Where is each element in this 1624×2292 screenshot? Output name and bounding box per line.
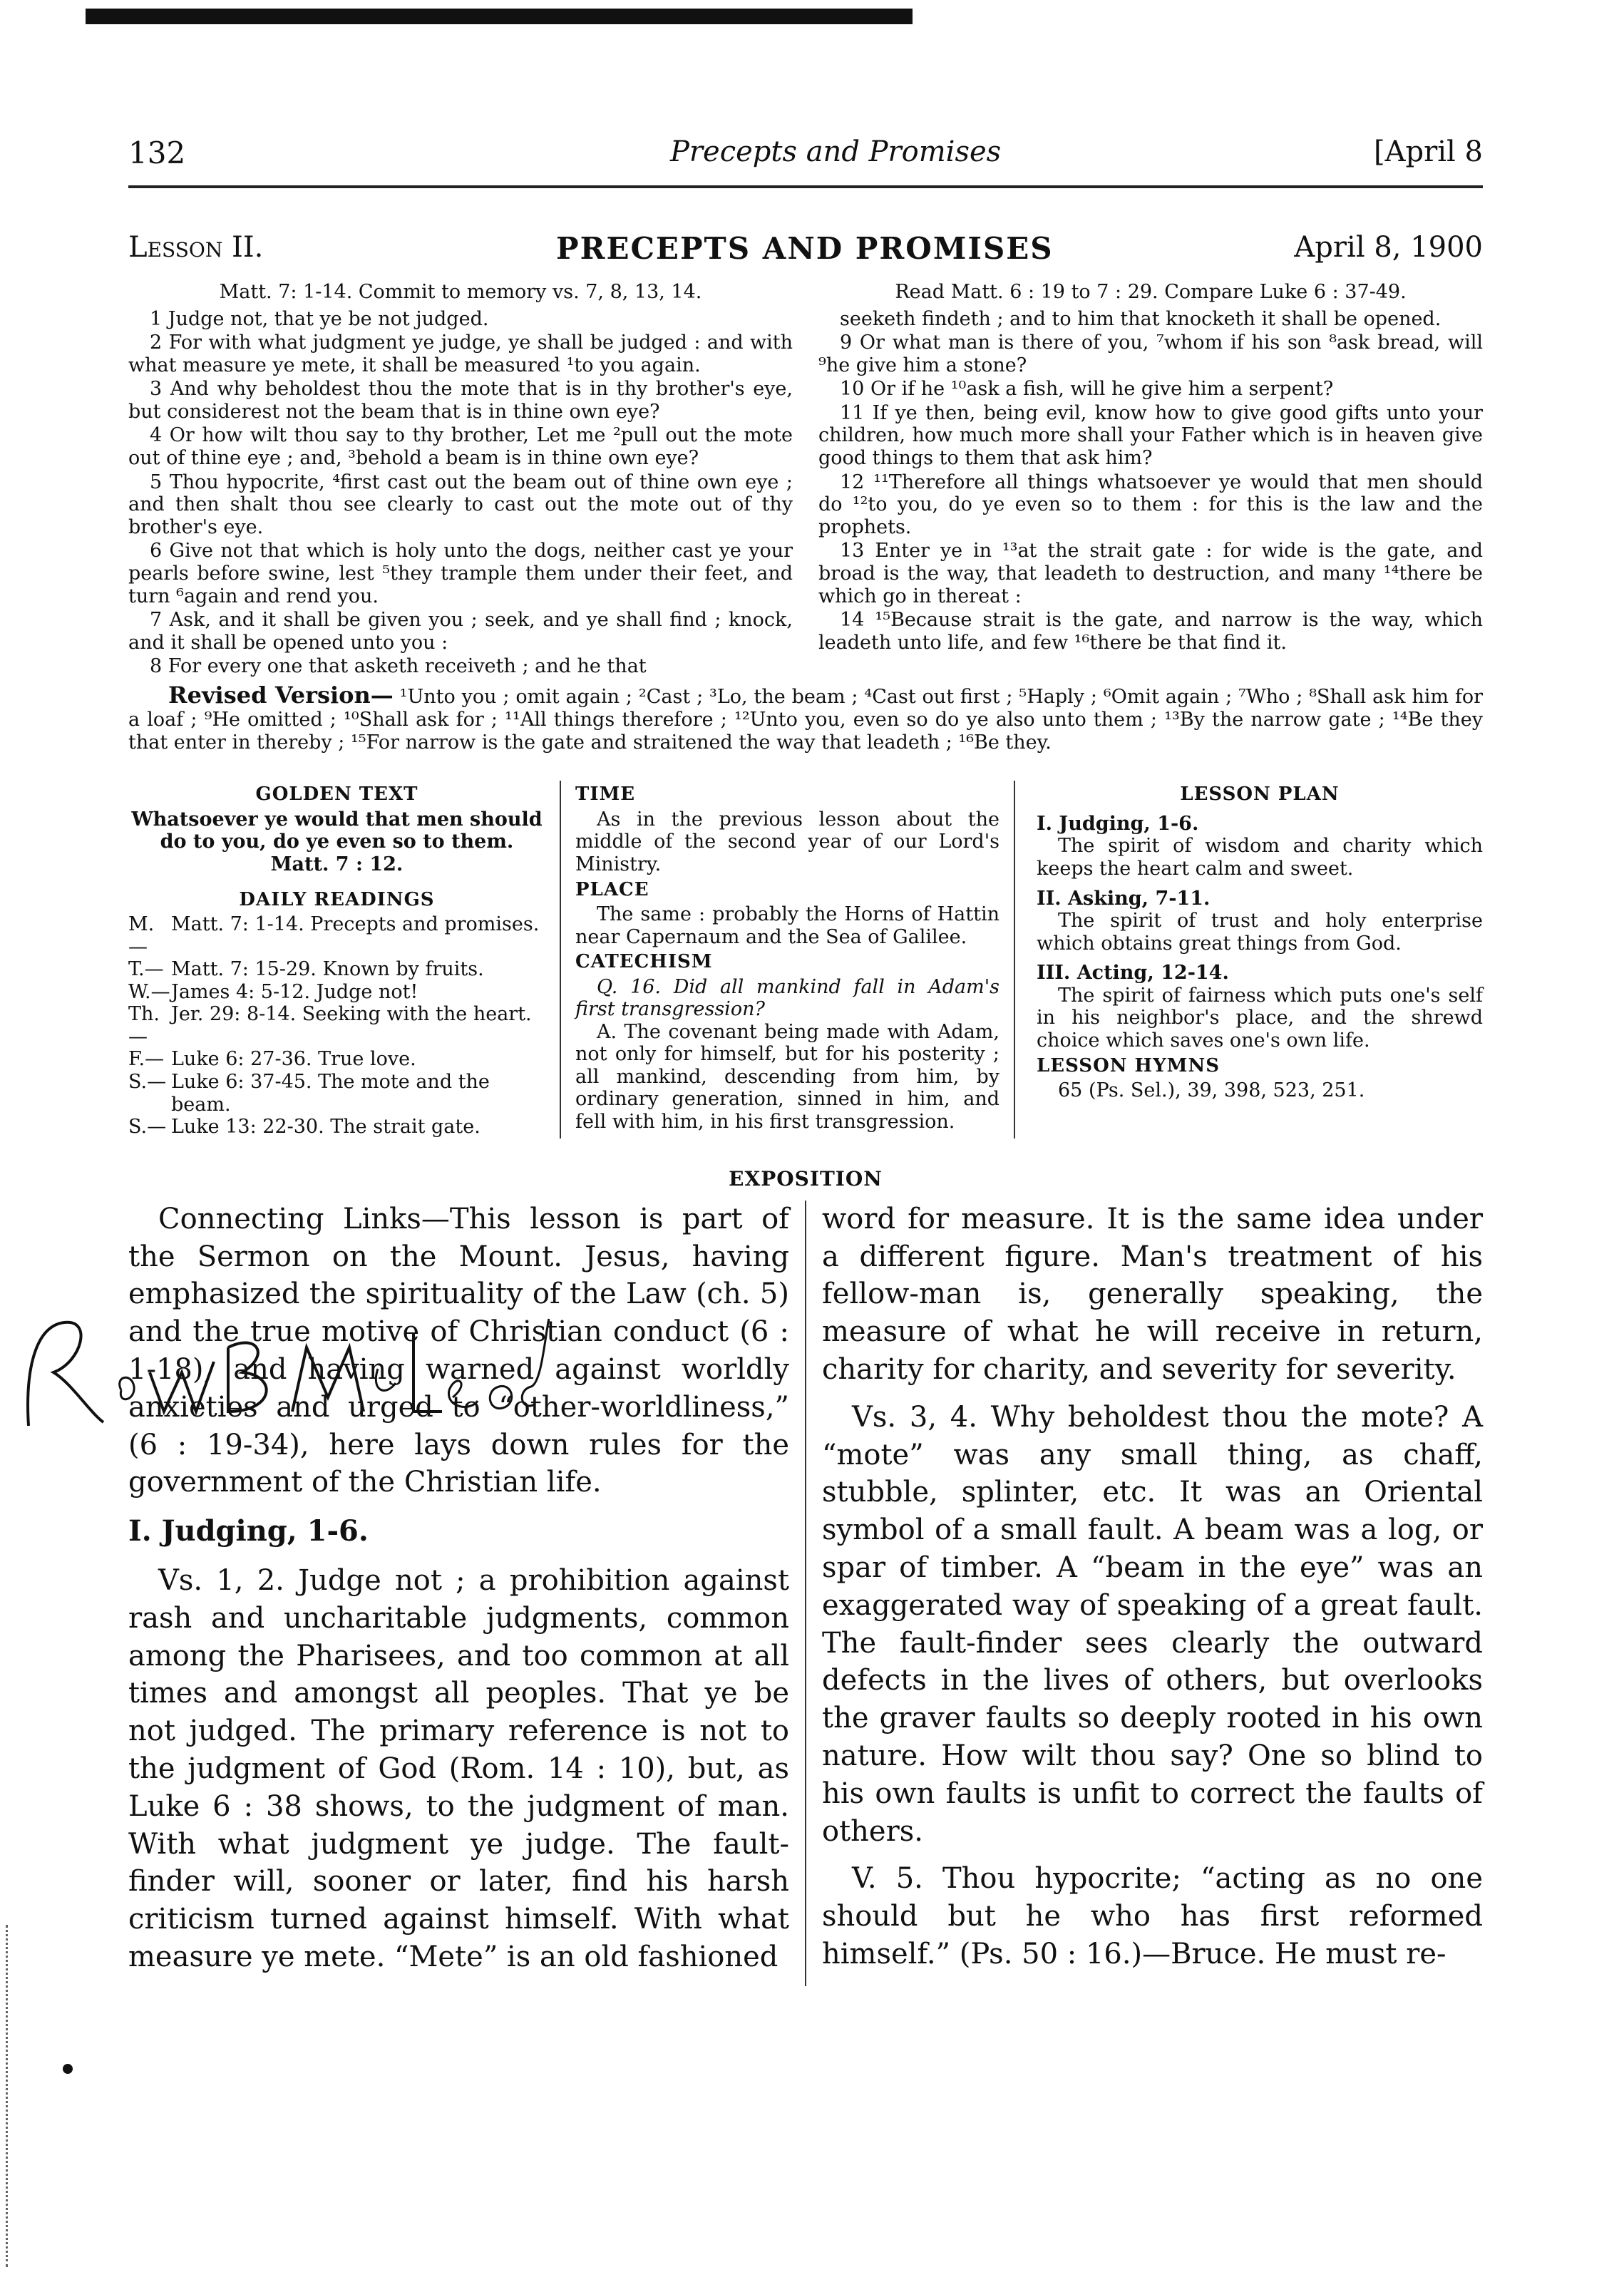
daily-reading [128, 913, 545, 958]
reading-text: Luke 6: 27-36. True love. [171, 1048, 416, 1071]
scan-edge-bar [86, 9, 913, 24]
page [128, 128, 1483, 1986]
reading-day: F.— [128, 1048, 165, 1071]
exposition-paragraph: Connecting Links—This lesson is part of the Sermon on the Mount. Jesus, having emphasized the spirituality of the Law (ch. 5) and the true motive of Christian conduct (6 : 1-18), and having warned against worldly anxieties and urged to “other-worldliness,” (6 : 19-34), here lays down rules for the government of the Christian life. [128, 1202, 789, 1499]
reading-text: Luke 13: 22-30. The strait gate. [171, 1116, 480, 1139]
reading-day: S.— [128, 1116, 167, 1139]
reading-day: M.— [128, 913, 155, 958]
scripture-left-column [128, 281, 793, 679]
exposition-paragraph: word for measure. It is the same idea under a different figure. Man's treatment of his fellow-man is, generally speaking, the measure of what he will receive in return, charity for charity, and severity for severity. [822, 1202, 1483, 1386]
lesson-info-panel [128, 781, 1483, 1138]
plan-item-heading: II. Asking, 7-11. [1037, 887, 1211, 910]
exposition-right-column [806, 1201, 1483, 1986]
verse: 11 If ye then, being evil, know how to give good gifts unto your children, how much more shall your Father which is in heaven give good things to them that ask him? [818, 401, 1483, 470]
lesson-hymns-heading: LESSON HYMNS [1037, 1054, 1220, 1076]
daily-reading [128, 1048, 545, 1071]
reading-text: Matt. 7: 1-14. Precepts and promises. [171, 913, 540, 935]
verse: 14 ¹⁵Because strait is the gate, and narrow is the way, which leadeth unto life, and few ¹⁶there be that find it. [818, 609, 1483, 654]
plan-item-heading: I. Judging, 1-6. [1037, 812, 1199, 835]
daily-reading [128, 1003, 545, 1048]
verse: 6 Give not that which is holy unto the dogs, neither cast ye your pearls before swine, lest ⁵they trample them under their feet, and turn ⁶again and rend you. [128, 540, 793, 607]
verse: 9 Or what man is there of you, ⁷whom if his son ⁸ask bread, will ⁹he give him a stone? [818, 332, 1483, 376]
verse: 10 Or if he ¹⁰ask a fish, will he give him a serpent? [840, 378, 1334, 401]
info-column-left [128, 781, 560, 1138]
scripture-right-column [818, 281, 1483, 679]
page-number: 132 [128, 135, 186, 170]
running-head [128, 128, 1483, 188]
reading-text: James 4: 5-12. Judge not! [171, 980, 418, 1003]
exposition-paragraph: Vs. 3, 4. Why beholdest thou the mote? A “mote” was any small thing, as chaff, stubble, splinter, etc. It was an Oriental symbol of a small fault. A beam was a log, or spar of timber. A “beam in the eye” was an exaggerated way of speaking of a great fault. The fault-finder sees clearly the outward defects in the lives of others, but overlooks the graver faults so deeply rooted in his own nature. How wilt thou say? One so blind to his own faults is unfit to correct the faults of others. [822, 1400, 1483, 1848]
catechism-answer: A. The covenant being made with Adam, not only for himself, but for his posterity ; all mankind, descending from him, by ordinary generation, sinned in him, and fell with him, in his first transgression. [575, 1020, 999, 1133]
reading-day: Th.— [128, 1003, 160, 1048]
daily-reading [128, 958, 545, 981]
daily-reading [128, 1071, 545, 1116]
reading-text: Jer. 29: 8-14. Seeking with the heart. [171, 1003, 532, 1026]
place-heading: PLACE [575, 878, 649, 900]
time-heading: TIME [575, 783, 636, 806]
place-text: The same : probably the Horns of Hattin near Capernaum and the Sea of Galilee. [575, 903, 999, 948]
lesson-hymns: 65 (Ps. Sel.), 39, 398, 523, 251. [1058, 1079, 1365, 1102]
revised-version [128, 682, 1483, 754]
catechism-heading: CATECHISM [575, 951, 713, 973]
revised-version-text: ¹Unto you ; omit again ; ²Cast ; ³Lo, the beam ; ⁴Cast out first ; ⁵Haply ; ⁶Omit again ; ⁷Who ; ⁸Shall ask him for a loaf ; ⁹He omitted ; ¹⁰Shall ask for ; ¹¹All things therefore ; ¹²Unto you, even so do ye also unto them ; ¹³By the narrow gate ; ¹⁴Be they that enter in thereby ; ¹⁵For narrow is the gate and straitened the way that leadeth ; ¹⁶Be they. [128, 685, 1483, 754]
reading-text: Luke 6: 37-45. The mote and the beam. [171, 1071, 490, 1116]
exposition-subheading: I. Judging, 1-6. [128, 1514, 369, 1548]
reading-day: W.— [128, 980, 170, 1003]
golden-text-heading: GOLDEN TEXT [255, 783, 418, 806]
plan-item-heading: III. Acting, 12-14. [1037, 962, 1229, 985]
time-text: As in the previous lesson about the middle of the second year of our Lord's Ministry. [575, 808, 999, 875]
running-title: Precepts and Promises [670, 135, 1002, 168]
verse: 5 Thou hypocrite, ⁴first cast out the beam out of thine own eye ; and then shalt thou see clearly to cast out the mote out of thy brother's eye. [128, 471, 793, 538]
exposition-paragraph: Vs. 1, 2. Judge not ; a prohibition against rash and uncharitable judgments, common among the Pharisees, and too common at all times and amongst all peoples. That ye be not judged. The primary reference is not to the judgment of God (Rom. 14 : 10), but, as Luke 6 : 38 shows, to the judgment of man. With what judgment ye judge. The fault-finder will, sooner or later, find his harsh criticism turned against himself. With what measure ye mete. “Mete” is an old fashioned [128, 1563, 789, 1973]
verse: 4 Or how wilt thou say to thy brother, Let me ²pull out the mote out of thine eye ; and, ³behold a beam is in thine own eye? [128, 424, 793, 470]
info-column-middle [560, 781, 1015, 1138]
revised-version-label: Revised Version— [168, 681, 394, 709]
verse: 7 Ask, and it shall be given you ; seek, and ye shall find ; knock, and it shall be opened unto you : [128, 609, 793, 654]
running-date: [April 8 [1374, 135, 1483, 168]
daily-readings-heading: DAILY READINGS [239, 888, 435, 910]
lesson-number: Lesson II. [128, 231, 264, 264]
exposition-paragraph: V. 5. Thou hypocrite; “acting as no one should but he who has first reformed himself.” (Ps. 50 : 16.)—Bruce. He must re- [822, 1862, 1483, 1970]
scripture-reference-left: Matt. 7: 1-14. Commit to memory vs. 7, 8, 13, 14. [219, 281, 702, 303]
golden-text: Whatsoever ye would that men should do to you, do ye even so to them. Matt. 7 : 12. [131, 808, 543, 875]
verse: seeketh findeth ; and to him that knocketh it shall be opened. [840, 307, 1441, 330]
lesson-plan-heading: LESSON PLAN [1180, 783, 1340, 806]
margin-scan-marks [6, 1925, 18, 2267]
daily-reading [128, 981, 545, 1004]
verse: 1 Judge not, that ye be not judged. [150, 307, 489, 330]
exposition-heading: EXPOSITION [729, 1166, 883, 1191]
verse: 12 ¹¹Therefore all things whatsoever ye would that men should do ¹²to you, do ye even so to them : for this is the law and the prophets. [818, 471, 1483, 538]
verse: 3 And why beholdest thou the mote that is in thy brother's eye, but considerest not the beam that is in thine own eye? [128, 378, 793, 423]
lesson-title-line [128, 231, 1483, 281]
reading-day: S.— [128, 1071, 167, 1094]
verse: 2 For with what judgment ye judge, ye shall be judged : and with what measure ye mete, it shall be measured ¹to you again. [128, 332, 793, 376]
scripture-passage [128, 281, 1483, 679]
lesson-title: PRECEPTS AND PROMISES [556, 231, 1054, 266]
verse: 8 For every one that asketh receiveth ; and he that [150, 655, 647, 678]
handwritten-signature [14, 1305, 556, 1440]
catechism-question: Q. 16. Did all mankind fall in Adam's first transgression? [575, 975, 999, 1021]
reading-day: T.— [128, 958, 164, 981]
daily-reading [128, 1116, 545, 1139]
lesson-date: April 8, 1900 [1294, 231, 1483, 264]
info-column-right [1015, 781, 1483, 1138]
reading-text: Matt. 7: 15-29. Known by fruits. [171, 958, 484, 981]
plan-item-text: The spirit of fairness which puts one's self in his neighbor's place, and the shrewd choice which saves one's own life. [1037, 984, 1483, 1052]
plan-item-text: The spirit of wisdom and charity which keeps the heart calm and sweet. [1037, 835, 1483, 880]
verse: 13 Enter ye in ¹³at the strait gate : for wide is the gate, and broad is the way, that leadeth to destruction, and many ¹⁴there be which go in thereat : [818, 540, 1483, 607]
scripture-reference-right: Read Matt. 6 : 19 to 7 : 29. Compare Luke 6 : 37-49. [895, 281, 1407, 303]
plan-item-text: The spirit of trust and holy enterprise which obtains great things from God. [1037, 910, 1483, 955]
margin-dot [63, 2064, 73, 2074]
